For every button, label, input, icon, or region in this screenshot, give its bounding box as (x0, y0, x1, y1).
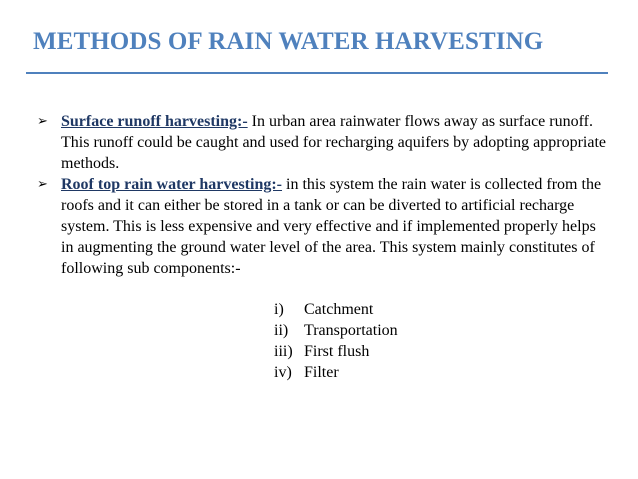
list-item (274, 299, 398, 320)
list-item (274, 320, 398, 341)
title-divider (26, 72, 608, 74)
list-item-number: ii) (274, 322, 289, 339)
list-item-number: iv) (274, 364, 292, 381)
component-list (274, 299, 398, 383)
slide-title: METHODS OF RAIN WATER HARVESTING (33, 28, 544, 55)
list-item-number: i) (274, 301, 284, 318)
bullet-term: Surface runoff harvesting:- (61, 113, 248, 130)
list-item-label: Catchment (304, 301, 374, 318)
arrow-bullet-icon: ➢ (37, 114, 48, 129)
list-item (274, 341, 398, 362)
bullet-list (37, 111, 607, 279)
bullet-item-roof-top (37, 174, 607, 279)
list-item-label: First flush (304, 343, 370, 360)
bullet-text: in this system the rain water is collected from the roofs and it can either be stored in a tank or can be diverted to artificial recharge system. This is less expensive and very effective and if implemented properly helps in augmenting the ground water level of the area. This system mainly constitutes of following sub components:- (61, 176, 602, 277)
list-item-label: Transportation (304, 322, 398, 339)
arrow-bullet-icon: ➢ (37, 177, 48, 192)
bullet-term: Roof top rain water harvesting:- (61, 176, 283, 193)
bullet-item-surface-runoff (37, 111, 607, 174)
list-item-number: iii) (274, 343, 293, 360)
list-item (274, 362, 398, 383)
list-item-label: Filter (304, 364, 339, 381)
bullet-text: In urban area rainwater flows away as surface runoff. This runoff could be caught and used for recharging aquifers by adopting appropriate methods. (61, 113, 607, 172)
